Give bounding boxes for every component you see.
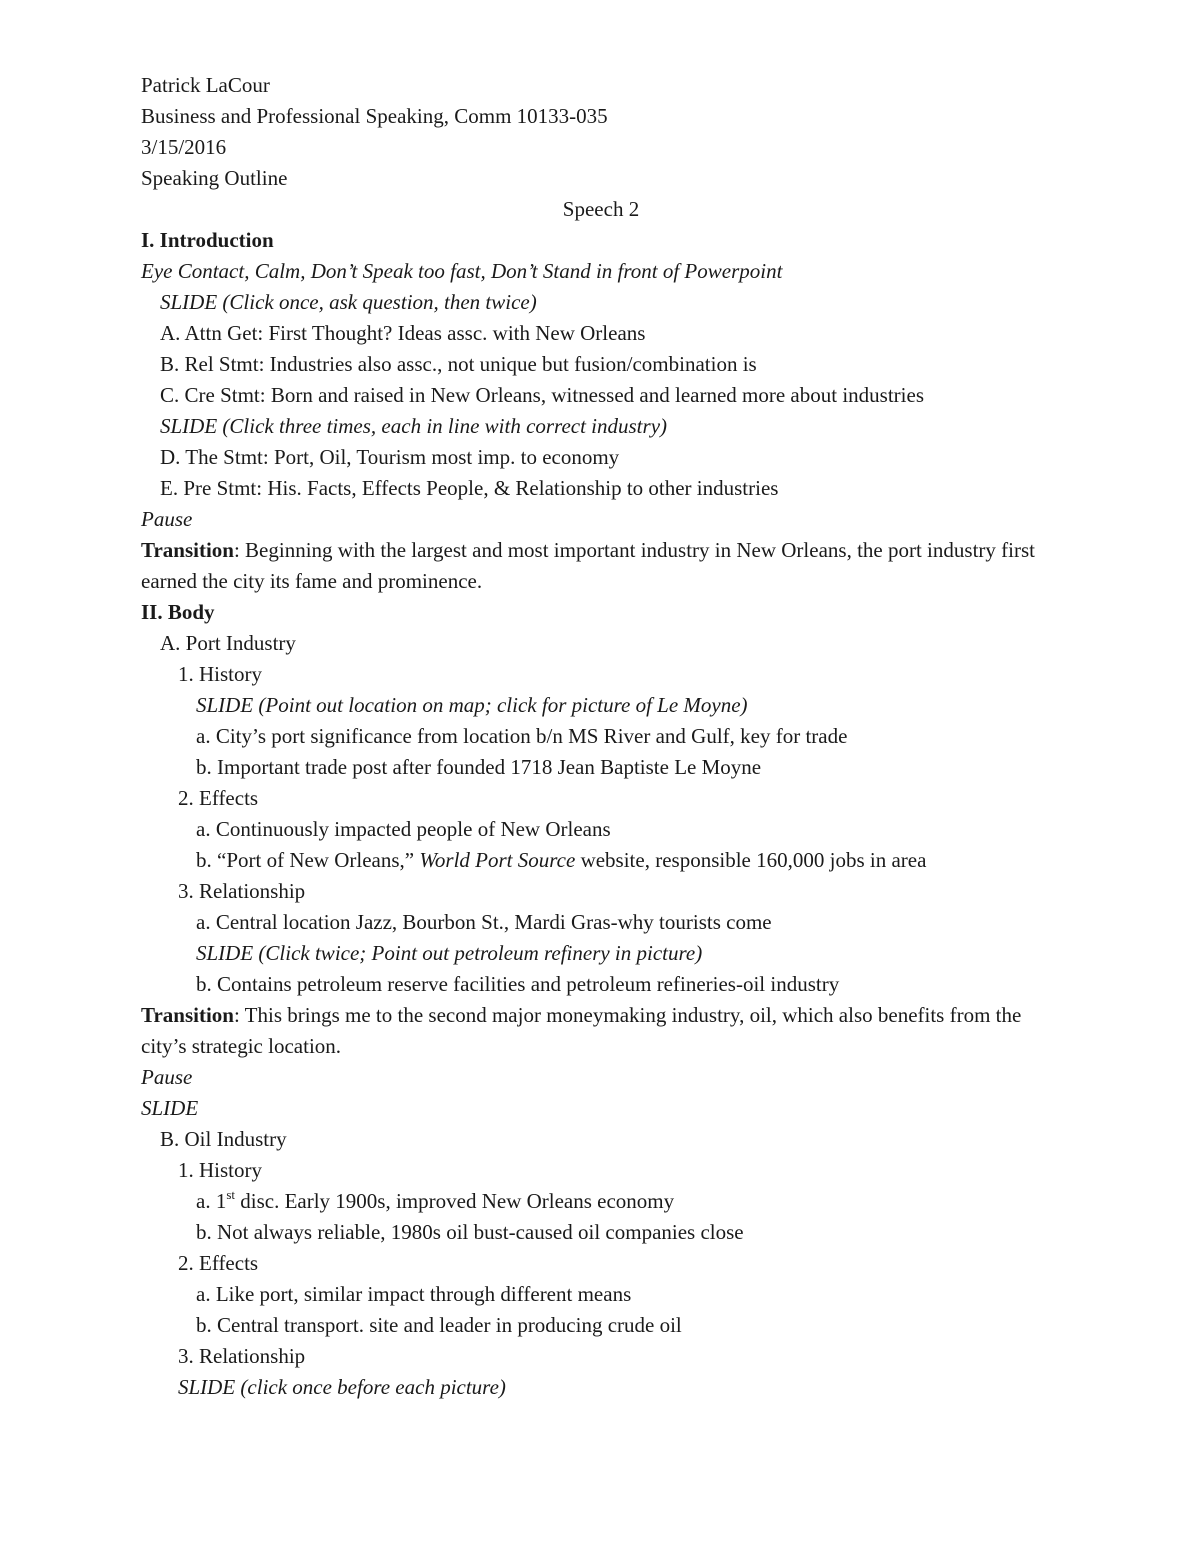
oil-history-a-end: disc. Early 1900s, improved New Orleans economy: [235, 1189, 675, 1213]
outline-content: [141, 70, 1061, 1403]
intro-heading: I. Introduction: [141, 228, 274, 252]
oil-history-a-start: a. 1: [196, 1189, 227, 1213]
transition-1: [141, 535, 1061, 597]
slide-note-1: SLIDE (Click once, ask question, then twice): [160, 290, 537, 314]
slide-note-3: SLIDE: [141, 1096, 199, 1120]
oil-relationship: 3. Relationship: [178, 1344, 306, 1368]
port-history-a: a. City’s port significance from location b/n MS River and Gulf, key for trade: [196, 724, 848, 748]
port-relationship-b: b. Contains petroleum reserve facilities and petroleum refineries-oil industry: [196, 972, 840, 996]
transition-2: [141, 1000, 1061, 1062]
port-effects-b-end: website, responsible 160,000 jobs in area: [575, 848, 927, 872]
port-effects: 2. Effects: [178, 786, 259, 810]
port-history: 1. History: [178, 662, 262, 686]
oil-industry-title: B. Oil Industry: [160, 1127, 287, 1151]
slide-note-2: SLIDE (Click three times, each in line with correct industry): [160, 414, 668, 438]
port-effects-b: [141, 845, 1061, 876]
oil-history: 1. History: [178, 1158, 262, 1182]
port-relationship-slide: SLIDE (Click twice; Point out petroleum refinery in picture): [196, 941, 703, 965]
port-effects-a: a. Continuously impacted people of New Orleans: [196, 817, 611, 841]
relevance-statement: B. Rel Stmt: Industries also assc., not unique but fusion/combination is: [160, 352, 757, 376]
source-title: World Port Source: [419, 848, 576, 872]
thesis-statement: D. The Stmt: Port, Oil, Tourism most imp. to economy: [160, 445, 620, 469]
oil-effects-a: a. Like port, similar impact through different means: [196, 1282, 632, 1306]
port-effects-b-start: b. “Port of New Orleans,”: [196, 848, 420, 872]
course-name: Business and Professional Speaking, Comm 10133-035: [141, 104, 608, 128]
transition-text: : This brings me to the second major moneymaking industry, oil, which also benefits from the city’s strategic location.: [141, 1003, 1022, 1058]
credibility-statement: C. Cre Stmt: Born and raised in New Orleans, witnessed and learned more about industries: [160, 383, 924, 407]
oil-effects-b: b. Central transport. site and leader in producing crude oil: [196, 1313, 682, 1337]
pause-note-2: Pause: [141, 1065, 193, 1089]
oil-history-a: [141, 1186, 1061, 1217]
port-history-slide: SLIDE (Point out location on map; click for picture of Le Moyne): [196, 693, 748, 717]
port-relationship: 3. Relationship: [178, 879, 306, 903]
speech-title: Speech 2: [562, 197, 640, 221]
port-history-b: b. Important trade post after founded 1718 Jean Baptiste Le Moyne: [196, 755, 762, 779]
transition-label: Transition: [141, 538, 234, 562]
oil-effects: 2. Effects: [178, 1251, 259, 1275]
ordinal-suffix: st: [226, 1187, 235, 1202]
port-industry-title: A. Port Industry: [160, 631, 296, 655]
transition-label: Transition: [141, 1003, 234, 1027]
document-date: 3/15/2016: [141, 135, 227, 159]
body-heading: II. Body: [141, 600, 215, 624]
oil-history-b: b. Not always reliable, 1980s oil bust-caused oil companies close: [196, 1220, 744, 1244]
pause-note-1: Pause: [141, 507, 193, 531]
port-relationship-a: a. Central location Jazz, Bourbon St., Mardi Gras-why tourists come: [196, 910, 772, 934]
delivery-reminders: Eye Contact, Calm, Don’t Speak too fast, Don’t Stand in front of Powerpoint: [141, 259, 783, 283]
attention-getter: A. Attn Get: First Thought? Ideas assc. with New Orleans: [160, 321, 646, 345]
transition-text: : Beginning with the largest and most important industry in New Orleans, the port industry first earned the city its fame and prominence.: [141, 538, 1035, 593]
oil-relationship-slide: SLIDE (click once before each picture): [178, 1375, 506, 1399]
author-name: Patrick LaCour: [141, 73, 270, 97]
document-type: Speaking Outline: [141, 166, 288, 190]
preview-statement: E. Pre Stmt: His. Facts, Effects People, & Relationship to other industries: [160, 476, 779, 500]
